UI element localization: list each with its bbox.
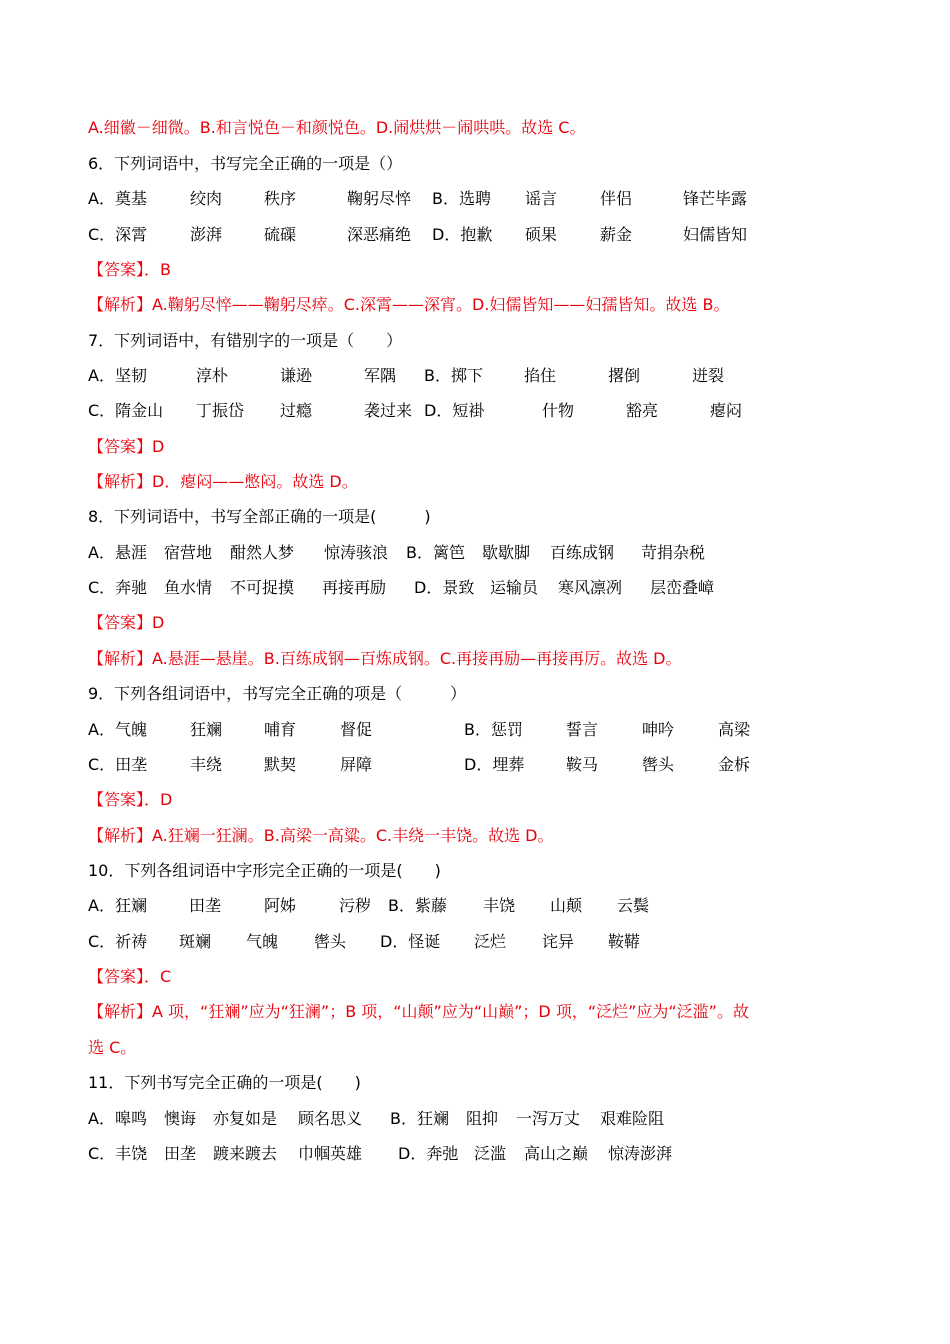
analysis-q9: 【解析】A.狂斓一狂澜。B.高梁一高粱。C.丰绕一丰饶。故选 D。 [88, 826, 554, 845]
question-8-stem: 8．下列词语中，书写全部正确的一项是( ) [88, 507, 431, 526]
option-d-word-3: 辔头 [642, 755, 675, 774]
option-b-word-2: 誓言 [566, 720, 599, 739]
option-d-word-2: 运输员 [490, 578, 539, 597]
option-c-word-4: 屏障 [340, 755, 373, 774]
option-b-word-3: 一泻万丈 [516, 1109, 581, 1128]
option-a-word-2: 田垄 [189, 896, 222, 915]
option-d-word-3: 薪金 [600, 225, 633, 244]
option-d-word-1: D．抱歉 [432, 225, 493, 244]
option-c-word-1: C．奔驰 [88, 578, 148, 597]
question-6-stem: 6．下列词语中，书写完全正确的一项是（） [88, 154, 403, 173]
option-b-word-3: 山颠 [550, 896, 583, 915]
option-a-word-3: 阿姊 [264, 896, 297, 915]
option-d-word-1: D．埋葬 [464, 755, 525, 774]
option-c-word-2: 丰绕 [190, 755, 223, 774]
option-b-word-4: 云鬓 [617, 896, 650, 915]
answer-q10: 【答案】．C [88, 967, 172, 986]
option-c-word-2: 丁振岱 [196, 401, 245, 420]
option-b-word-4: 苛捐杂税 [641, 543, 706, 562]
analysis-q10-continued: 选 C。 [88, 1038, 137, 1057]
option-a-word-4: 污秽 [339, 896, 372, 915]
analysis-q8: 【解析】A.悬涯—悬崖。B.百练成钢—百炼成钢。C.再接再励—再接再厉。故选 D。 [88, 649, 682, 668]
option-a-word-4: 军隅 [364, 366, 397, 385]
option-d-word-3: 寒风凛冽 [558, 578, 623, 597]
answer-q8: 【答案】D [88, 613, 165, 632]
option-a-word-3: 秩序 [264, 189, 297, 208]
option-a-word-1: A．悬涯 [88, 543, 147, 562]
option-b-word-1: B．掷下 [424, 366, 483, 385]
option-c-word-4: 再接再励 [322, 578, 387, 597]
option-c-word-4: 袭过来 [364, 401, 413, 420]
question-9-stem: 9．下列各组词语中，书写完全正确的项是（ ） [88, 684, 467, 703]
option-b-word-2: 谣言 [525, 189, 558, 208]
option-d-word-2: 泛滥 [474, 1144, 507, 1163]
answer-q9: 【答案】．D [88, 790, 173, 809]
option-d-word-1: D．怪诞 [380, 932, 441, 951]
option-a-word-1: A．狂斓 [88, 896, 147, 915]
option-b-word-3: 呻吟 [642, 720, 675, 739]
option-b-word-1: B．紫藤 [388, 896, 447, 915]
option-a-word-3: 哺育 [264, 720, 297, 739]
question-11-stem: 11．下列书写完全正确的一项是( ) [88, 1073, 361, 1092]
option-c-word-3: 硫磲 [264, 225, 297, 244]
question-10-stem: 10．下列各组词语中字形完全正确的一项是( ) [88, 861, 441, 880]
option-d-word-2: 硕果 [525, 225, 558, 244]
option-a-word-4: 顾名思义 [298, 1109, 363, 1128]
option-c-word-2: 斑斓 [179, 932, 212, 951]
analysis-q7: 【解析】D．瘪闷——憋闷。故选 D。 [88, 472, 358, 491]
option-b-word-4: 锋芒毕露 [683, 189, 748, 208]
option-d-word-4: 层峦叠嶂 [650, 578, 715, 597]
option-d-word-2: 什物 [542, 401, 575, 420]
question-7-stem: 7．下列词语中，有错别字的一项是（ ） [88, 331, 403, 350]
option-a-word-1: A．气魄 [88, 720, 147, 739]
option-a-word-3: 亦复如是 [213, 1109, 278, 1128]
option-c-word-3: 默契 [264, 755, 297, 774]
option-a-word-4: 鞠躬尽悴 [347, 189, 412, 208]
option-d-word-4: 妇儒皆知 [683, 225, 748, 244]
option-c-word-3: 气魄 [246, 932, 279, 951]
analysis-q10: 【解析】A 项，“狂斓”应为“狂澜”；B 项，“山颠”应为“山巅”；D 项，“泛烂”应为“泛滥”。故 [88, 1002, 749, 1021]
option-c-word-2: 澎湃 [190, 225, 223, 244]
option-d-word-2: 泛烂 [474, 932, 507, 951]
option-d-word-4: 惊涛澎湃 [608, 1144, 673, 1163]
option-d-word-3: 诧异 [542, 932, 575, 951]
option-b-word-1: B．惩罚 [464, 720, 523, 739]
option-b-word-1: B．篱笆 [406, 543, 465, 562]
option-a-word-3: 谦逊 [280, 366, 313, 385]
option-b-word-1: B．狂斓 [390, 1109, 449, 1128]
analysis-q5: A.细徽－细微。B.和言悦色－和颜悦色。D.闹烘烘－闹哄哄。故选 C。 [88, 118, 586, 137]
option-d-word-2: 鞍马 [566, 755, 599, 774]
option-b-word-1: B．选聘 [432, 189, 491, 208]
option-b-word-3: 伴侣 [600, 189, 633, 208]
option-a-word-4: 惊涛骇浪 [324, 543, 389, 562]
option-c-word-3: 过瘾 [280, 401, 313, 420]
option-c-word-1: C．隋金山 [88, 401, 164, 420]
option-d-word-1: D．短褂 [424, 401, 485, 420]
option-d-word-4: 鞍鞯 [608, 932, 641, 951]
answer-q7: 【答案】D [88, 437, 165, 456]
option-a-word-2: 狂斓 [190, 720, 223, 739]
option-b-word-3: 百练成钢 [550, 543, 615, 562]
analysis-q6: 【解析】A.鞠躬尽悴——鞠躬尽瘁。C.深霄——深宵。D.妇儒皆知——妇孺皆知。故选 B。 [88, 295, 730, 314]
option-d-word-4: 金柝 [718, 755, 751, 774]
option-b-word-4: 艰难险阻 [600, 1109, 665, 1128]
option-c-word-4: 深恶痛绝 [347, 225, 412, 244]
option-a-word-2: 绞肉 [190, 189, 223, 208]
option-a-word-4: 督促 [340, 720, 373, 739]
option-a-word-1: A．嗥鸣 [88, 1109, 147, 1128]
option-b-word-3: 撂倒 [608, 366, 641, 385]
answer-q6: 【答案】．B [88, 260, 171, 279]
option-c-word-1: C．丰饶 [88, 1144, 148, 1163]
option-c-word-1: C．田垄 [88, 755, 148, 774]
option-c-word-2: 鱼水情 [164, 578, 213, 597]
option-b-word-2: 阻抑 [466, 1109, 499, 1128]
option-d-word-1: D．奔弛 [398, 1144, 459, 1163]
option-d-word-3: 豁亮 [626, 401, 659, 420]
option-c-word-2: 田垄 [164, 1144, 197, 1163]
option-c-word-1: C．祈祷 [88, 932, 148, 951]
option-c-word-3: 不可捉摸 [230, 578, 295, 597]
option-c-word-3: 踱来踱去 [213, 1144, 278, 1163]
option-c-word-4: 巾帼英雄 [298, 1144, 363, 1163]
option-c-word-4: 辔头 [314, 932, 347, 951]
option-a-word-2: 淳朴 [196, 366, 229, 385]
option-b-word-2: 歇歇脚 [482, 543, 531, 562]
option-b-word-2: 丰饶 [483, 896, 516, 915]
option-b-word-4: 高梁 [718, 720, 751, 739]
option-b-word-4: 迸裂 [692, 366, 725, 385]
option-b-word-2: 掐住 [524, 366, 557, 385]
option-a-word-1: A．奠基 [88, 189, 147, 208]
option-d-word-1: D．景致 [414, 578, 475, 597]
option-d-word-4: 瘪闷 [710, 401, 743, 420]
option-a-word-2: 懊诲 [164, 1109, 197, 1128]
option-c-word-1: C．深霄 [88, 225, 148, 244]
option-a-word-2: 宿营地 [164, 543, 213, 562]
option-a-word-3: 酣然人梦 [230, 543, 295, 562]
option-d-word-3: 高山之巅 [524, 1144, 589, 1163]
option-a-word-1: A．坚韧 [88, 366, 147, 385]
